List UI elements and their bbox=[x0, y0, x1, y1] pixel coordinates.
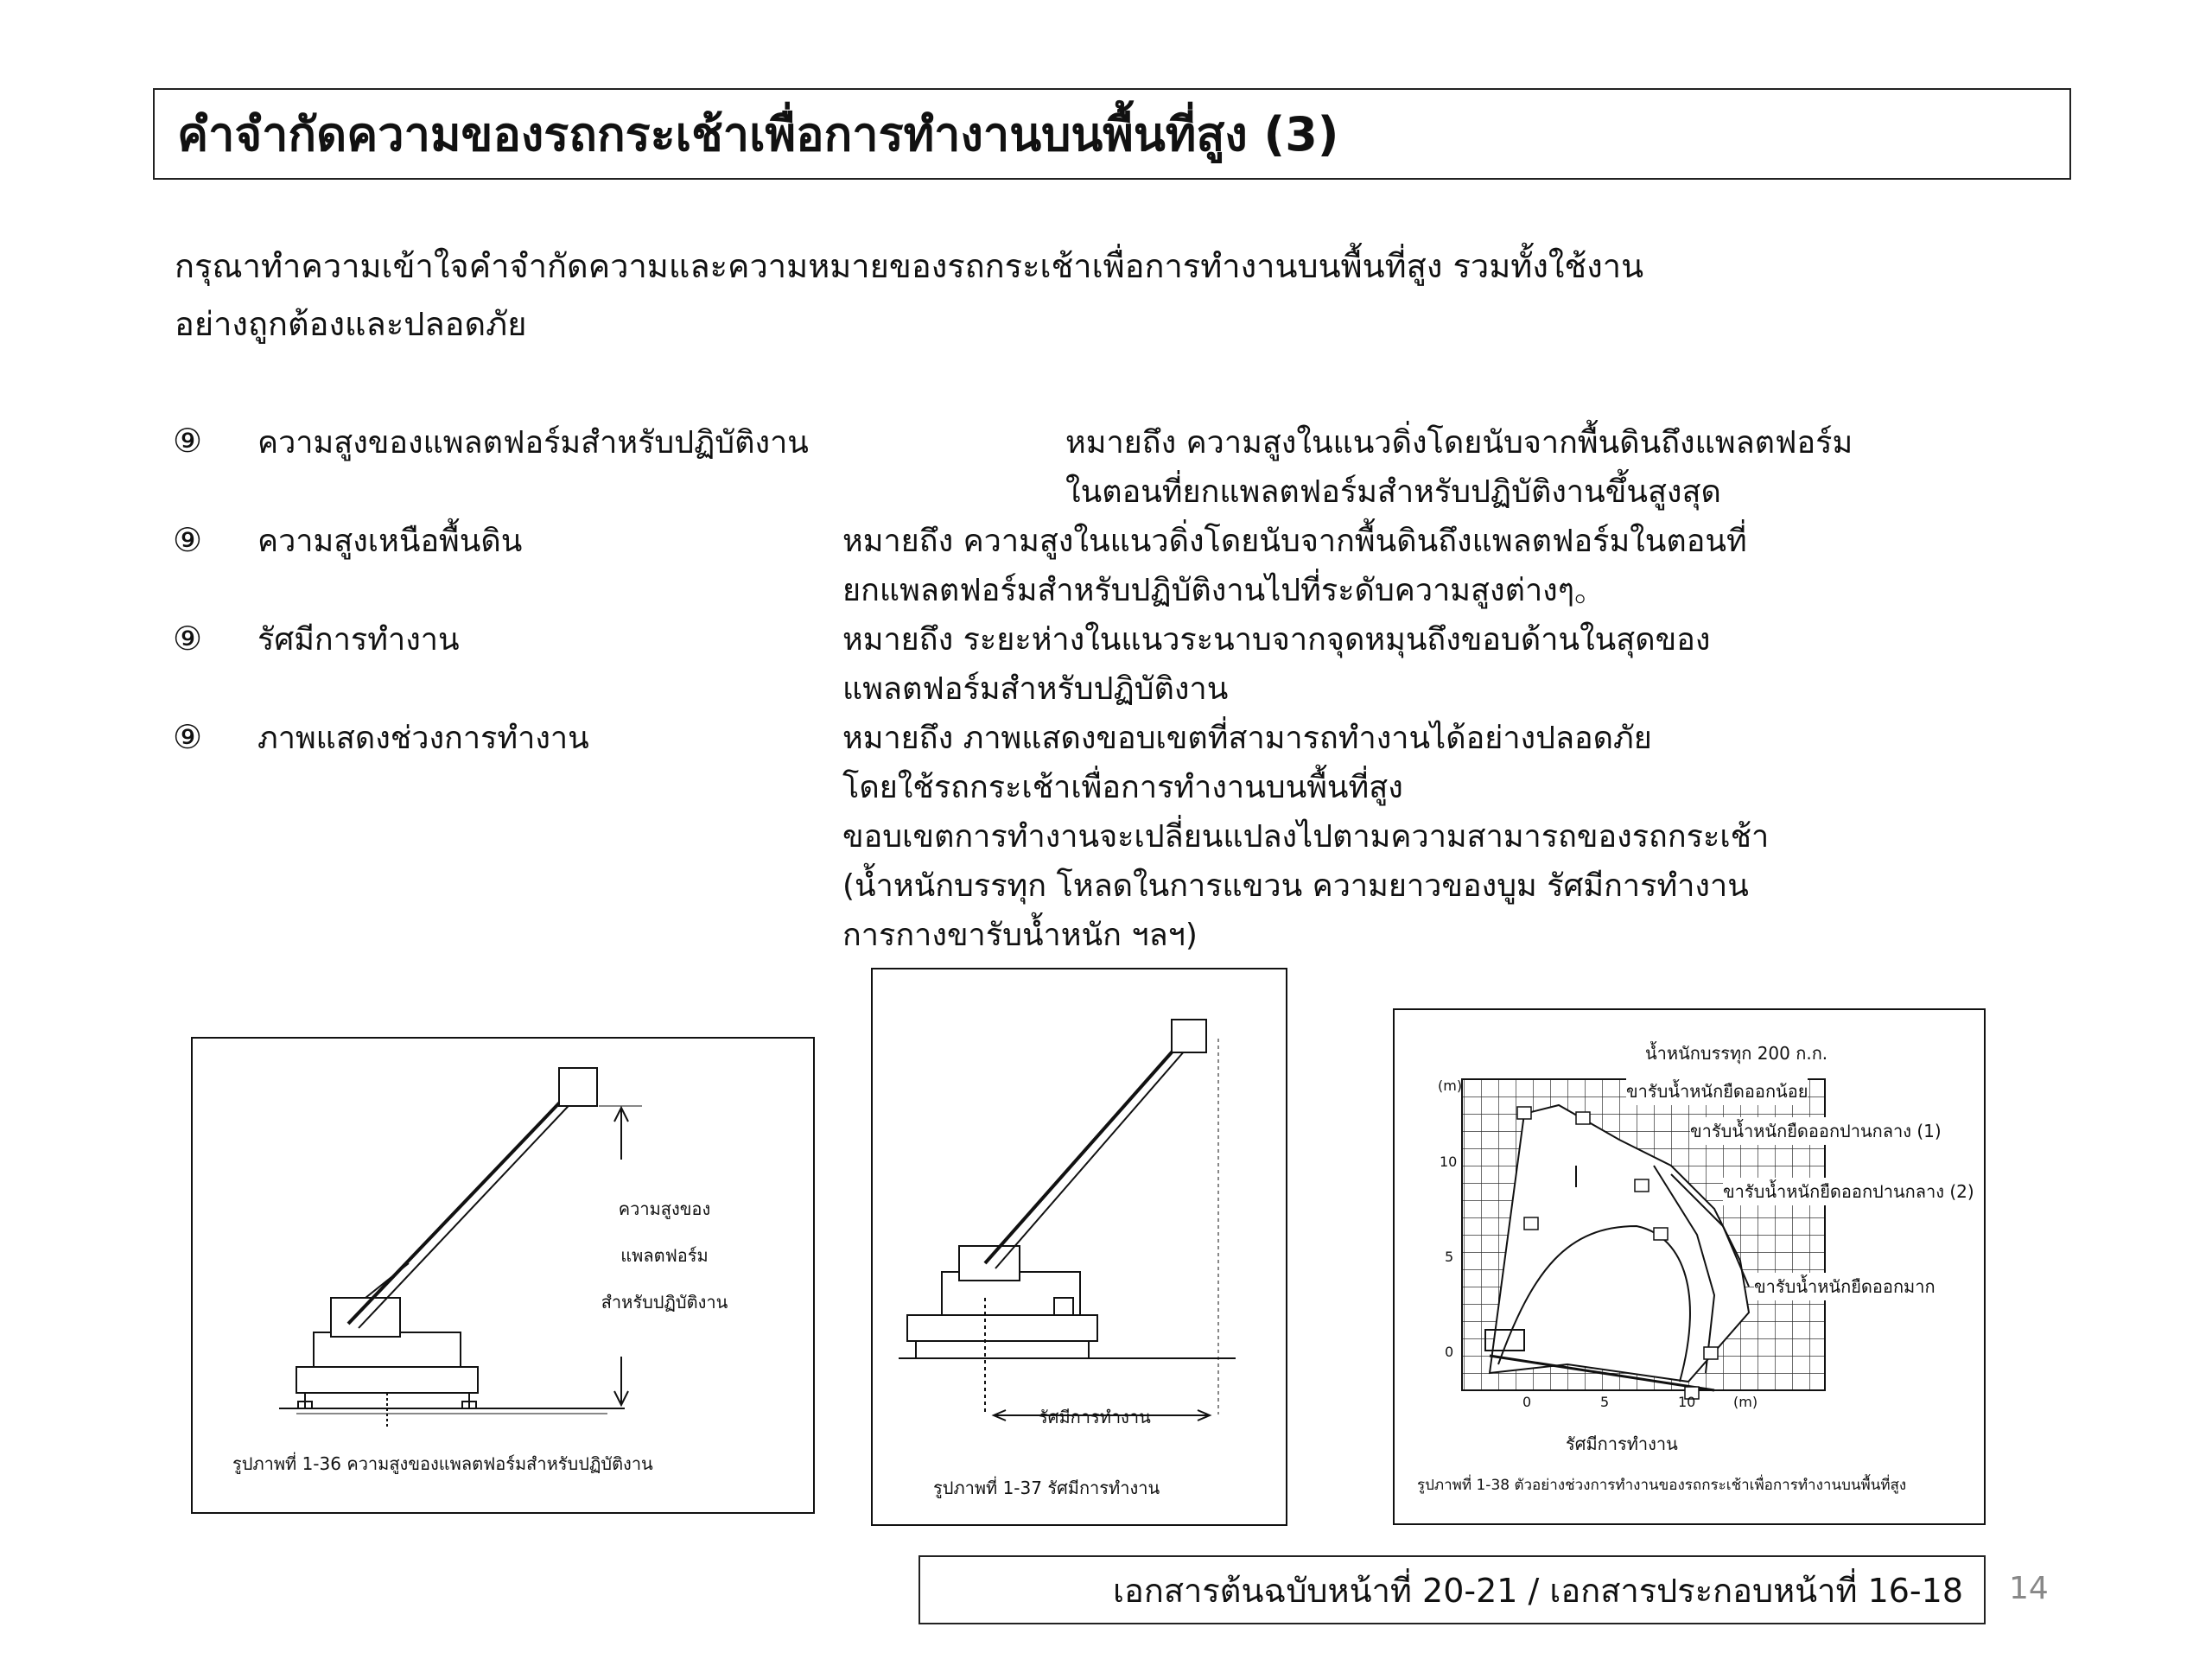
definition-line: หมายถึง ความสูงในแนวดิ่งโดยนับจากพื้นดินถึงแพลตฟอร์มในตอนที่ bbox=[842, 524, 1747, 559]
definition-line: หมายถึง ภาพแสดงขอบเขตที่สามารถทำงานได้อย่างปลอดภัย bbox=[842, 721, 1652, 756]
definition-text-2 bbox=[842, 517, 1747, 615]
definition-term-1: ความสูงของแพลตฟอร์มสำหรับปฏิบัติงาน bbox=[257, 425, 809, 461]
label-line: ความสูงของ bbox=[618, 1198, 711, 1219]
outrigger-label-large: ขารับน้ำหนักยืดออกมาก bbox=[1754, 1273, 1936, 1300]
definition-line: โดยใช้รถกระเช้าเพื่อการทำงานบนพื้นที่สูง bbox=[842, 770, 1403, 805]
definition-line: (น้ำหนักบรรทุก โหลดในการแขวน ความยาวของบูม รัศมีการทำงาน bbox=[842, 868, 1749, 904]
definition-line: แพลตฟอร์มสำหรับปฏิบัติงาน bbox=[842, 671, 1229, 707]
definition-term-3: รัศมีการทำงาน bbox=[257, 622, 460, 658]
bullet-icon: ⑨ bbox=[173, 422, 203, 460]
figure-1-37-caption: รูปภาพที่ 1-37 รัศมีการทำงาน bbox=[933, 1478, 1160, 1498]
y-tick: 10 bbox=[1440, 1154, 1458, 1170]
intro-paragraph bbox=[175, 238, 2075, 353]
definition-line: หมายถึง ความสูงในแนวดิ่งโดยนับจากพื้นดินถึงแพลตฟอร์ม bbox=[1065, 425, 1853, 461]
definition-text-1 bbox=[1065, 418, 1853, 517]
bullet-icon: ⑨ bbox=[173, 521, 203, 559]
figure-1-37-label: รัศมีการทำงาน bbox=[1039, 1407, 1151, 1427]
label-line: แพลตฟอร์ม bbox=[620, 1245, 709, 1266]
definition-term-4: ภาพแสดงช่วงการทำงาน bbox=[257, 721, 589, 756]
definition-line: ในตอนที่ยกแพลตฟอร์มสำหรับปฏิบัติงานขึ้นสูงสุด bbox=[1065, 474, 1721, 510]
label-line: สำหรับปฏิบัติงาน bbox=[601, 1292, 728, 1313]
definition-line: การกางขารับน้ำหนัก ฯลฯ) bbox=[842, 918, 1198, 953]
definition-line: หมายถึง ระยะห่างในแนวระนาบจากจุดหมุนถึงขอบด้านในสุดของ bbox=[842, 622, 1711, 658]
outrigger-label-medium-1: ขารับน้ำหนักยืดออกปานกลาง (1) bbox=[1690, 1117, 1942, 1145]
bullet-icon: ⑨ bbox=[173, 620, 203, 658]
y-tick: 0 bbox=[1445, 1344, 1454, 1360]
figure-1-36-label bbox=[587, 1185, 742, 1325]
aerial-lift-radius-drawing bbox=[873, 969, 1286, 1524]
y-unit-label: (m) bbox=[1438, 1077, 1463, 1094]
load-label: น้ำหนักบรรทุก 200 ก.ก. bbox=[1645, 1043, 1828, 1064]
definition-text-3 bbox=[842, 615, 1710, 714]
slide-title bbox=[153, 88, 2071, 180]
bullet-icon: ⑨ bbox=[173, 718, 203, 756]
page-number: 14 bbox=[2009, 1571, 2049, 1606]
intro-line-2: อย่างถูกต้องและปลอดภัย bbox=[175, 305, 527, 343]
definition-line: ขอบเขตการทำงานจะเปลี่ยนแปลงไปตามความสามารถของรถกระเช้า bbox=[842, 819, 1770, 855]
outrigger-label-small: ขารับน้ำหนักยืดออกน้อย bbox=[1626, 1077, 1808, 1105]
figure-1-38-caption: รูปภาพที่ 1-38 ตัวอย่างช่วงการทำงานของรถกระเช้าเพื่อการทำงานบนพื้นที่สูง bbox=[1417, 1477, 1907, 1494]
x-tick: 0 bbox=[1522, 1394, 1532, 1410]
footer-reference bbox=[918, 1555, 1986, 1624]
outrigger-label-medium-2: ขารับน้ำหนักยืดออกปานกลาง (2) bbox=[1723, 1178, 1974, 1205]
definition-text-4 bbox=[842, 714, 1769, 960]
definition-term-2: ความสูงเหนือพื้นดิน bbox=[257, 524, 523, 559]
definition-line: ยกแพลตฟอร์มสำหรับปฏิบัติงานไปที่ระดับความสูงต่างๆ。 bbox=[842, 573, 1606, 608]
intro-line-1: กรุณาทำความเข้าใจคำจำกัดความและความหมายของรถกระเช้าเพื่อการทำงานบนพื้นที่สูง รวมทั้งใช้งาน bbox=[175, 247, 1644, 285]
figure-1-36-caption: รูปภาพที่ 1-36 ความสูงของแพลตฟอร์มสำหรับปฏิบัติงาน bbox=[232, 1453, 653, 1474]
slide-title-text: คำจำกัดความของรถกระเช้าเพื่อการทำงานบนพื้นที่สูง (3) bbox=[177, 107, 1339, 162]
figure-1-36 bbox=[191, 1037, 815, 1514]
x-tick: 5 bbox=[1600, 1394, 1610, 1410]
y-tick: 5 bbox=[1445, 1249, 1454, 1265]
x-tick: 10 bbox=[1678, 1394, 1696, 1410]
x-unit-label: (m) bbox=[1733, 1394, 1758, 1410]
x-axis-label: รัศมีการทำงาน bbox=[1566, 1433, 1678, 1454]
figure-1-38 bbox=[1393, 1008, 1986, 1525]
footer-reference-text: เอกสารต้นฉบับหน้าที่ 20-21 / เอกสารประกอบหน้าที่ 16-18 bbox=[1113, 1571, 1963, 1610]
figure-1-37 bbox=[871, 968, 1287, 1526]
